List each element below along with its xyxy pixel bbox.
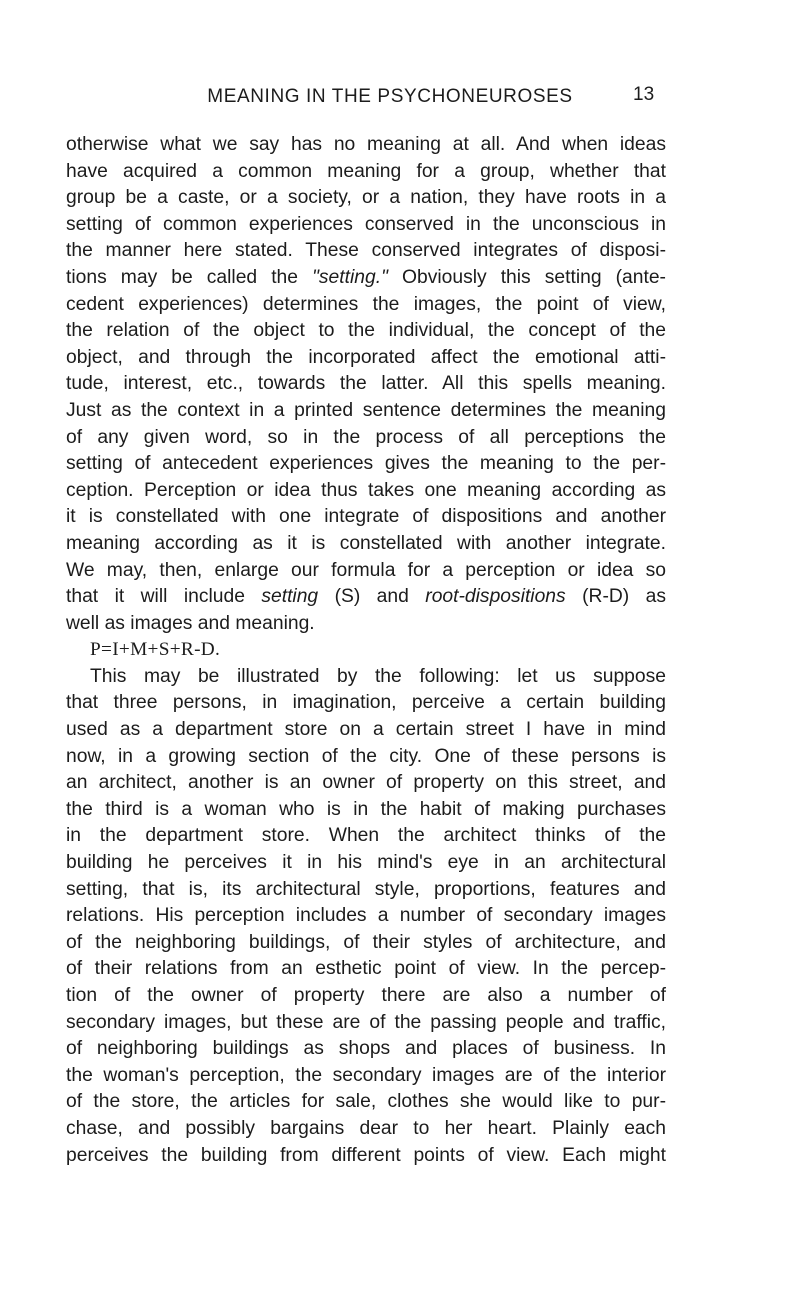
text-line <box>66 1063 666 1090</box>
text-line <box>66 238 666 265</box>
text-line <box>66 132 666 159</box>
text-run: it is constellated with one integrate of dispositions and another <box>66 506 666 528</box>
text-run: the relation of the object to the individual, the concept of the <box>66 320 666 342</box>
text-run: have acquired a common meaning for a group, whether that <box>66 160 666 182</box>
text-line <box>66 212 666 239</box>
body-text <box>66 132 666 1169</box>
text-line <box>66 744 666 771</box>
text-line <box>66 504 666 531</box>
text-run: tion of the owner of property there are also a number of <box>66 985 666 1006</box>
page-number: 13 <box>633 84 655 105</box>
text-run: well as images and meaning. <box>66 612 315 634</box>
text-run: meaning according as it is constellated with another integrate. <box>66 532 666 554</box>
text-line <box>66 345 666 372</box>
text-line <box>66 823 666 850</box>
italic-term: "setting." <box>312 266 388 288</box>
italic-term: root-dispositions <box>425 586 566 608</box>
text-line <box>66 664 666 691</box>
text-line <box>66 558 666 585</box>
text-run: P=I+M+S+R-D. <box>90 639 221 661</box>
text-run: of the neighboring buildings, of their styles of architecture, and <box>66 931 666 953</box>
text-line <box>66 398 666 425</box>
text-run: This may be illustrated by the following: let us suppose <box>90 665 666 687</box>
text-run: of the store, the articles for sale, clothes she would like to pur- <box>66 1091 666 1113</box>
text-run: of their relations from an esthetic point of view. In the percep- <box>66 958 666 980</box>
text-run: secondary images, but these are of the passing people and traffic, <box>66 1011 666 1033</box>
text-line <box>66 159 666 186</box>
text-run: of any given word, so in the process of all perceptions the <box>66 426 666 448</box>
text-line <box>66 877 666 904</box>
text-run: group be a caste, or a society, or a nation, they have roots in a <box>66 187 666 209</box>
text-run: cedent experiences) determines the images, the point of view, <box>66 293 666 315</box>
text-line <box>66 1036 666 1063</box>
text-line <box>66 185 666 212</box>
text-line <box>66 1010 666 1037</box>
text-run: tions may be called the <box>66 266 313 288</box>
text-line <box>66 611 666 638</box>
running-head: MEANING IN THE PSYCHONEUROSES <box>207 86 573 107</box>
italic-term: setting <box>261 586 319 608</box>
text-line <box>66 1143 666 1170</box>
text-line <box>66 956 666 983</box>
text-run: otherwise what we say has no meaning at all. And when ideas <box>66 134 666 155</box>
text-line <box>66 1089 666 1116</box>
text-run: We may, then, enlarge our formula for a perception or idea so <box>66 559 666 581</box>
text-run: that three persons, in imagination, perceive a certain building <box>66 692 666 714</box>
formula-line <box>66 637 666 664</box>
text-run: an architect, another is an owner of property on this street, and <box>66 772 666 794</box>
text-line <box>66 531 666 558</box>
text-line <box>66 371 666 398</box>
text-run: (R-D) as <box>565 586 666 608</box>
text-line <box>66 903 666 930</box>
text-line <box>66 717 666 744</box>
text-run: now, in a growing section of the city. One of these persons is <box>66 745 666 767</box>
text-run: relations. His perception includes a number of secondary images <box>66 905 666 927</box>
text-line <box>66 1116 666 1143</box>
text-run: the woman's perception, the secondary images are of the interior <box>66 1064 666 1086</box>
text-run: the third is a woman who is in the habit of making purchases <box>66 798 666 820</box>
text-run: Just as the context in a printed sentence determines the meaning <box>66 399 666 421</box>
text-run: setting, that is, its architectural style, proportions, features and <box>66 878 666 900</box>
text-run: perceives the building from different points of view. Each might <box>66 1144 666 1166</box>
text-run: ception. Perception or idea thus takes one meaning according as <box>66 479 666 501</box>
text-run: used as a department store on a certain street I have in mind <box>66 719 666 741</box>
text-run: the manner here stated. These conserved integrates of disposi- <box>66 240 666 262</box>
text-line <box>66 983 666 1010</box>
text-line <box>66 584 666 611</box>
text-line <box>66 797 666 824</box>
text-run: object, and through the incorporated affect the emotional atti- <box>66 346 666 368</box>
text-run: in the department store. When the architect thinks of the <box>66 825 666 847</box>
text-line <box>66 265 666 292</box>
text-line <box>66 318 666 345</box>
text-run: setting of antecedent experiences gives the meaning to the per- <box>66 453 666 475</box>
text-line <box>66 451 666 478</box>
text-line <box>66 770 666 797</box>
text-line <box>66 690 666 717</box>
text-run: Obviously this setting (ante- <box>387 266 666 288</box>
text-line <box>66 478 666 505</box>
text-line <box>66 292 666 319</box>
text-line <box>66 930 666 957</box>
text-line <box>66 850 666 877</box>
text-line <box>66 425 666 452</box>
text-run: chase, and possibly bargains dear to her heart. Plainly each <box>66 1117 666 1139</box>
text-run: that it will include <box>66 586 262 608</box>
text-run: of neighboring buildings as shops and places of business. In <box>66 1038 666 1060</box>
text-run: setting of common experiences conserved in the unconscious in <box>66 213 666 235</box>
text-run: building he perceives it in his mind's eye in an architectural <box>66 852 666 874</box>
text-run: tude, interest, etc., towards the latter. All this spells meaning. <box>66 373 666 395</box>
text-run: (S) and <box>318 586 426 608</box>
